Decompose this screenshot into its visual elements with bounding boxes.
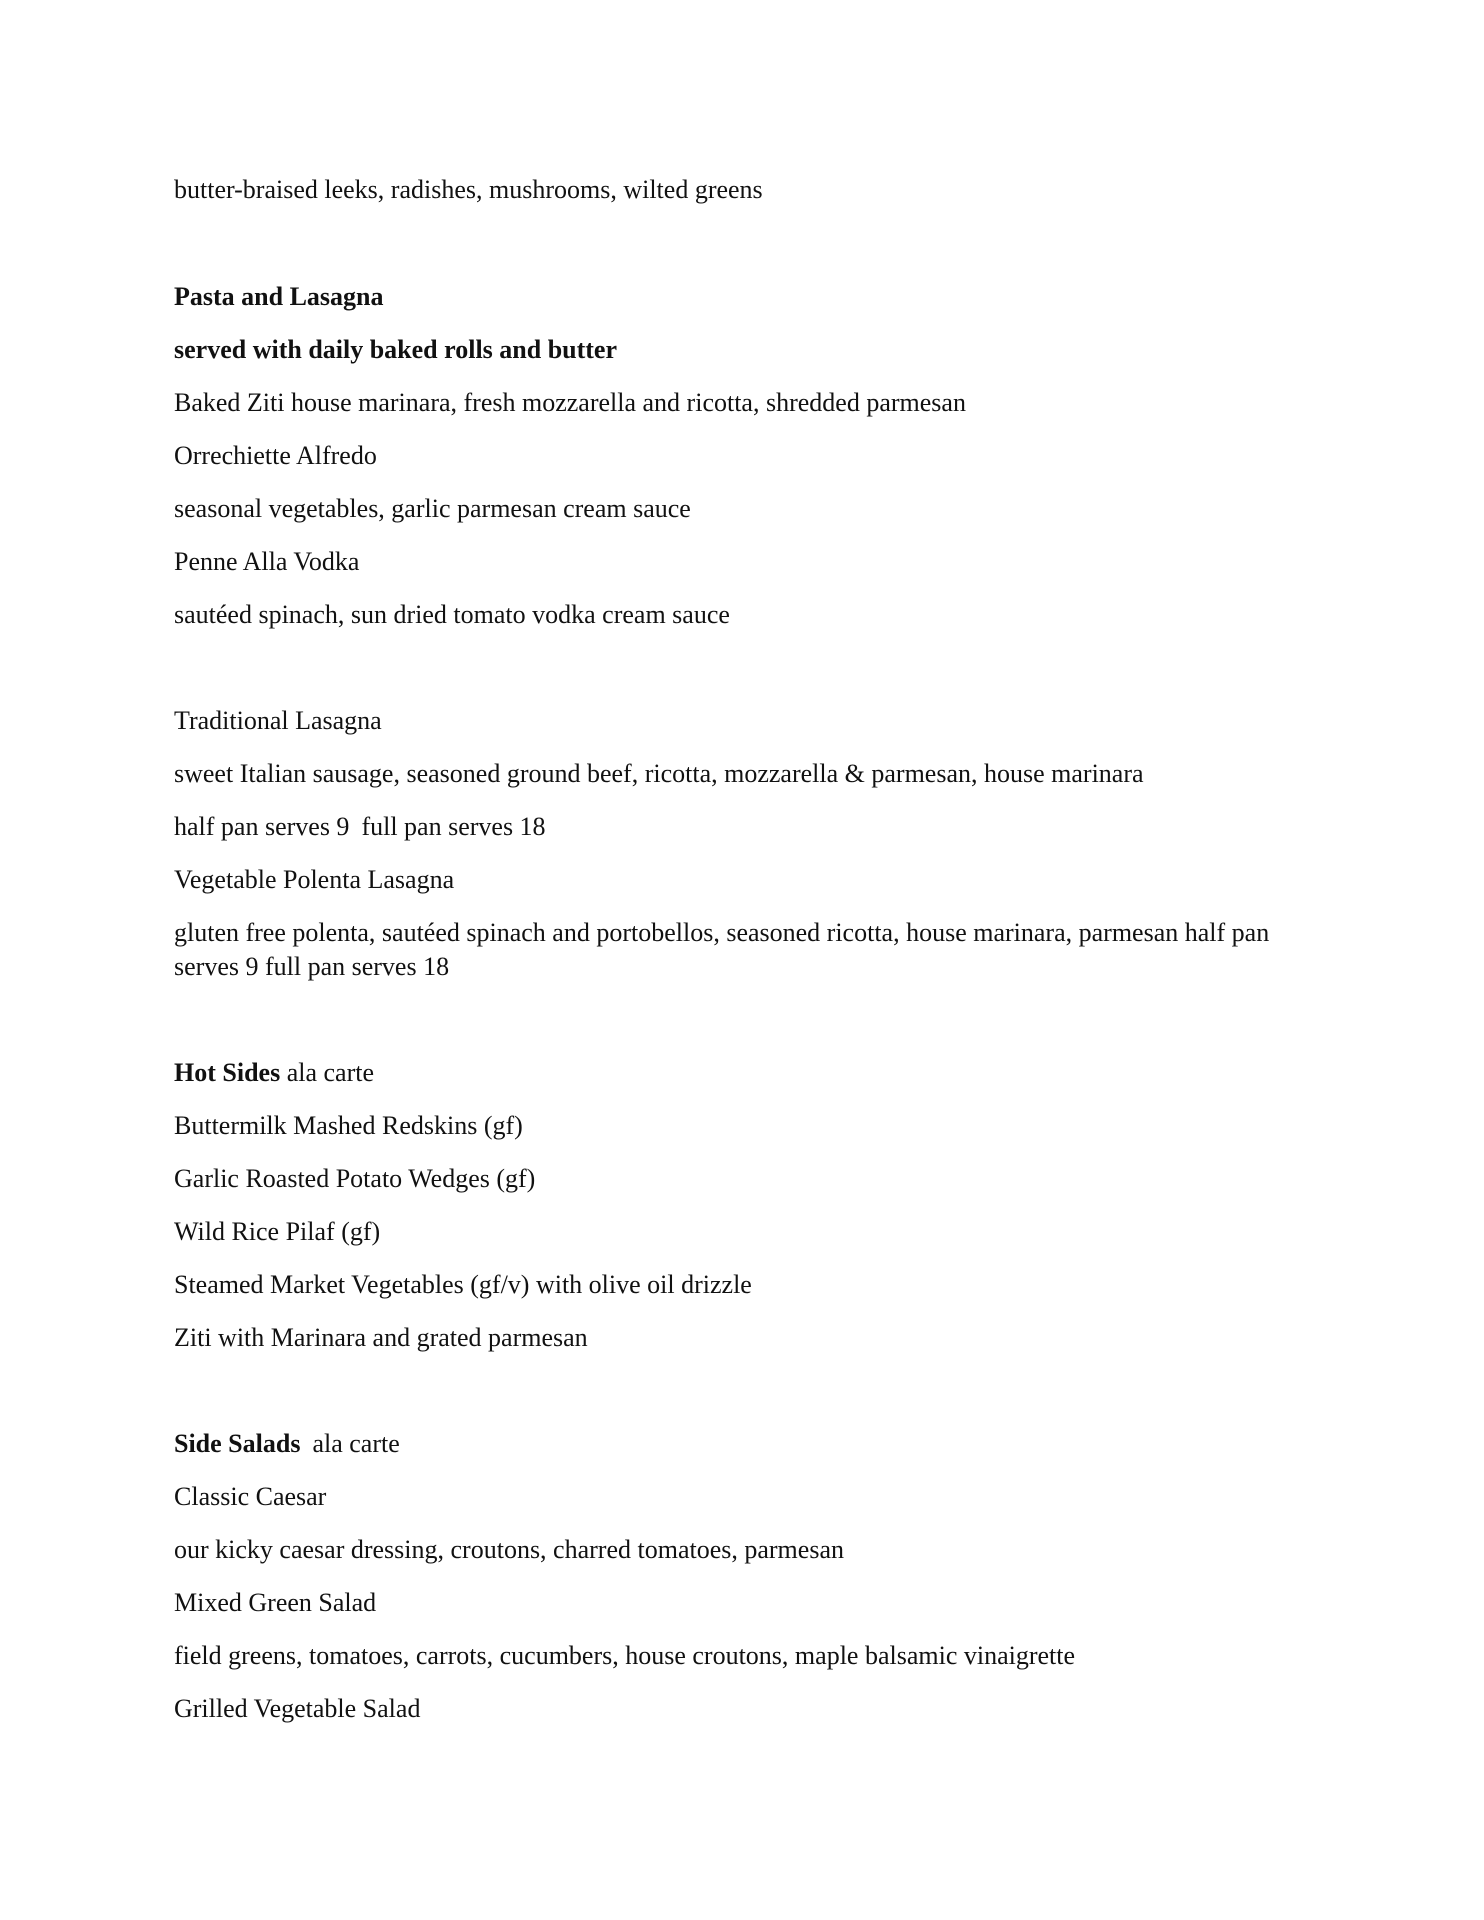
serving-full-pan: full pan serves 18 bbox=[361, 812, 546, 841]
list-item: Ziti with Marinara and grated parmesan bbox=[174, 1323, 588, 1352]
orrechiette-name: Orrechiette Alfredo bbox=[174, 441, 377, 470]
mixed-green-desc: field greens, tomatoes, carrots, cucumbers, house croutons, maple balsamic vinaigrette bbox=[174, 1641, 1076, 1670]
polenta-lasagna-desc: gluten free polenta, sautéed spinach and portobellos, seasoned ricotta, house marinara, parmesan half pan serves 9 full pan serves 18 bbox=[174, 918, 1270, 981]
grilled-vegetable-name: Grilled Vegetable Salad bbox=[174, 1694, 421, 1723]
polenta-lasagna-name: Vegetable Polenta Lasagna bbox=[174, 865, 455, 894]
hot-sides-heading bbox=[174, 1056, 374, 1090]
orrechiette-desc: seasonal vegetables, garlic parmesan cream sauce bbox=[174, 494, 691, 523]
hot-sides-note: ala carte bbox=[286, 1058, 374, 1087]
list-item: Wild Rice Pilaf (gf) bbox=[174, 1217, 381, 1246]
pasta-subheading: served with daily baked rolls and butter bbox=[174, 335, 618, 364]
side-salads-heading bbox=[174, 1427, 400, 1461]
penne-desc: sautéed spinach, sun dried tomato vodka cream sauce bbox=[174, 600, 730, 629]
caesar-desc: our kicky caesar dressing, croutons, charred tomatoes, parmesan bbox=[174, 1535, 844, 1564]
traditional-lasagna-serving bbox=[174, 810, 546, 844]
traditional-lasagna-name: Traditional Lasagna bbox=[174, 706, 382, 735]
serving-half-pan: half pan serves 9 bbox=[174, 812, 350, 841]
intro-line: butter-braised leeks, radishes, mushrooms, wilted greens bbox=[174, 175, 763, 204]
mixed-green-name: Mixed Green Salad bbox=[174, 1588, 377, 1617]
side-salads-note: ala carte bbox=[312, 1429, 400, 1458]
hot-sides-title: Hot Sides bbox=[174, 1058, 281, 1087]
list-item: Steamed Market Vegetables (gf/v) with olive oil drizzle bbox=[174, 1270, 752, 1299]
side-salads-title: Side Salads bbox=[174, 1429, 301, 1458]
list-item: Buttermilk Mashed Redskins (gf) bbox=[174, 1111, 523, 1140]
pasta-heading: Pasta and Lasagna bbox=[174, 282, 384, 311]
caesar-name: Classic Caesar bbox=[174, 1482, 327, 1511]
baked-ziti-item: Baked Ziti house marinara, fresh mozzarella and ricotta, shredded parmesan bbox=[174, 388, 966, 417]
penne-name: Penne Alla Vodka bbox=[174, 547, 360, 576]
traditional-lasagna-desc: sweet Italian sausage, seasoned ground beef, ricotta, mozzarella & parmesan, house marinara bbox=[174, 759, 1144, 788]
list-item: Garlic Roasted Potato Wedges (gf) bbox=[174, 1164, 536, 1193]
